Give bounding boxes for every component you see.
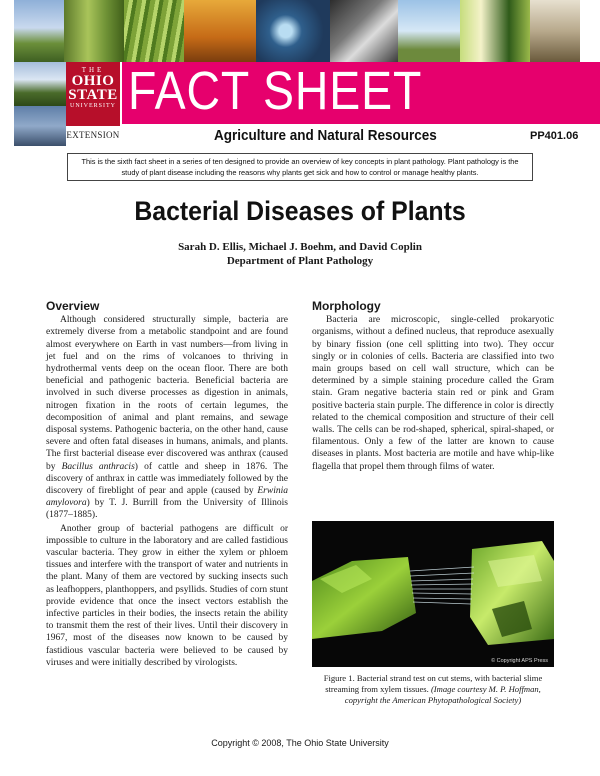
header-side-photos [14, 62, 66, 146]
species-name: Bacillus anthracis [61, 461, 135, 472]
logo-the: THE [81, 66, 105, 74]
logo-extension: EXTENSION [66, 126, 120, 144]
overview-text: ) of cattle and sheep in 1876. The discovery of anthrax in cattle was immediately followed by the discovery of fireblight of pear and apple (caused by [46, 461, 288, 497]
species-name: Erwinia amylovora [46, 486, 288, 509]
caption-text: Figure 1. Bacterial strand test on cut stems, with bacterial slime streaming from xylem tissues. [323, 673, 543, 694]
figure-caption [312, 673, 554, 706]
header-photo [14, 62, 66, 106]
header-photo [530, 0, 580, 62]
header-photo [330, 0, 398, 62]
overview-paragraph-2: Another group of bacterial pathogens are difficult or impossible to culture in the laboratory and are called fastidious vascular bacteria. They grow in either the xylem or phloem tissues and interfere with the transport of water and nutrients in the plant. Many of them are vectored by sucking insects such as leafhoppers, planthoppers, and psyllids. Studies of corn stunt provide evidence that once the insect vectors establish the infective particles in their bodies, the insects retain the ability to transmit them the rest of their lives. Until their discovery in 1967, most of the diseases now known to be caused by fastidious vascular bacteria were believed to be caused by viruses and were initially described by virologists. [46, 523, 288, 668]
osu-logo [66, 62, 120, 126]
header-photo [64, 0, 124, 62]
intro-box: This is the sixth fact sheet in a series of ten designed to provide an overview of key concepts in plant pathology. Plant pathology is the study of plant disease including the reasons why plants get sick and how to control or manage healthy plants. [67, 153, 533, 181]
left-column [46, 300, 288, 669]
caption-credit: (Image courtesy M. P. Hoffman, copyright the American Phytopathological Society) [344, 684, 541, 705]
copyright: Copyright © 2008, The Ohio State University [211, 738, 389, 748]
morphology-paragraph-1: Bacteria are microscopic, single-celled prokaryotic organisms, without a defined nucleus, that reproduce asexually by binary fission (one cell splitting into two). They occur singly or in colonies of cells. Bacteria are classified into two main groups based on cell wall structure, which can be determined by a simple staining procedure called the Gram stain. Gram negative bacteria stain red or pink and Gram positive bacteria stain purple. The difference in color is directly related to the chemical composition and structure of their cell walls. The cells can be rod-shaped, spherical, spiral-shaped, or filamentous. Only a few of the latter are known to cause diseases in plants. Most bacteria are motile and have whip-like flagella that propel them through films of water. [312, 315, 554, 472]
right-column [312, 300, 554, 473]
overview-heading: Overview [46, 299, 100, 313]
overview-text: Although considered structurally simple, bacteria are extremely diverse from a metabolic standpoint and are found almost everywhere on Earth in vast numbers—from living in jet fuel and on the rims of volcanoes to thriving in hydrothermal vents deep on the ocean floor. There are both beneficial and pathogenic bacteria. Beneficial bacteria are involved in such diverse processes as digestion in animals, nitrogen fixation in the roots of certain legumes, the decomposition of animal and plant remains, and sewage disposal systems. Pathogenic bacteria, on the other hand, cause severe and often fatal diseases in humans, animals, and plants. The first bacterial disease ever discovered was anthrax (caused by [46, 315, 288, 472]
header-photo-strip [14, 0, 600, 62]
fact-sheet-title: FACT SHEET [128, 61, 423, 121]
header-photo [256, 0, 330, 62]
logo-university: UNIVERSITY [70, 103, 116, 109]
header-photo [14, 0, 64, 62]
page-title: Bacterial Diseases of Plants [134, 196, 466, 226]
overview-paragraph-1 [46, 314, 288, 521]
logo-ohio: OHIO [71, 73, 115, 89]
series-subtitle: Agriculture and Natural Resources [214, 127, 437, 144]
publication-code: PP401.06 [530, 130, 579, 142]
department: Department of Plant Pathology [226, 255, 374, 267]
figure-credit: © Copyright APS Press [491, 658, 548, 664]
header-photo [14, 106, 66, 146]
header-photo [184, 0, 256, 62]
header-photo [460, 0, 530, 62]
header-photo [124, 0, 184, 62]
header-photo [398, 0, 460, 62]
authors: Sarah D. Ellis, Michael J. Boehm, and David Coplin [178, 241, 422, 253]
bacterial-strand-photo [312, 521, 554, 667]
figure-image [312, 521, 554, 667]
logo-state: STATE [68, 87, 118, 103]
morphology-heading: Morphology [312, 299, 381, 313]
overview-text: ) by T. J. Burrill from the University of Illinois (1877–1885). [46, 498, 288, 521]
